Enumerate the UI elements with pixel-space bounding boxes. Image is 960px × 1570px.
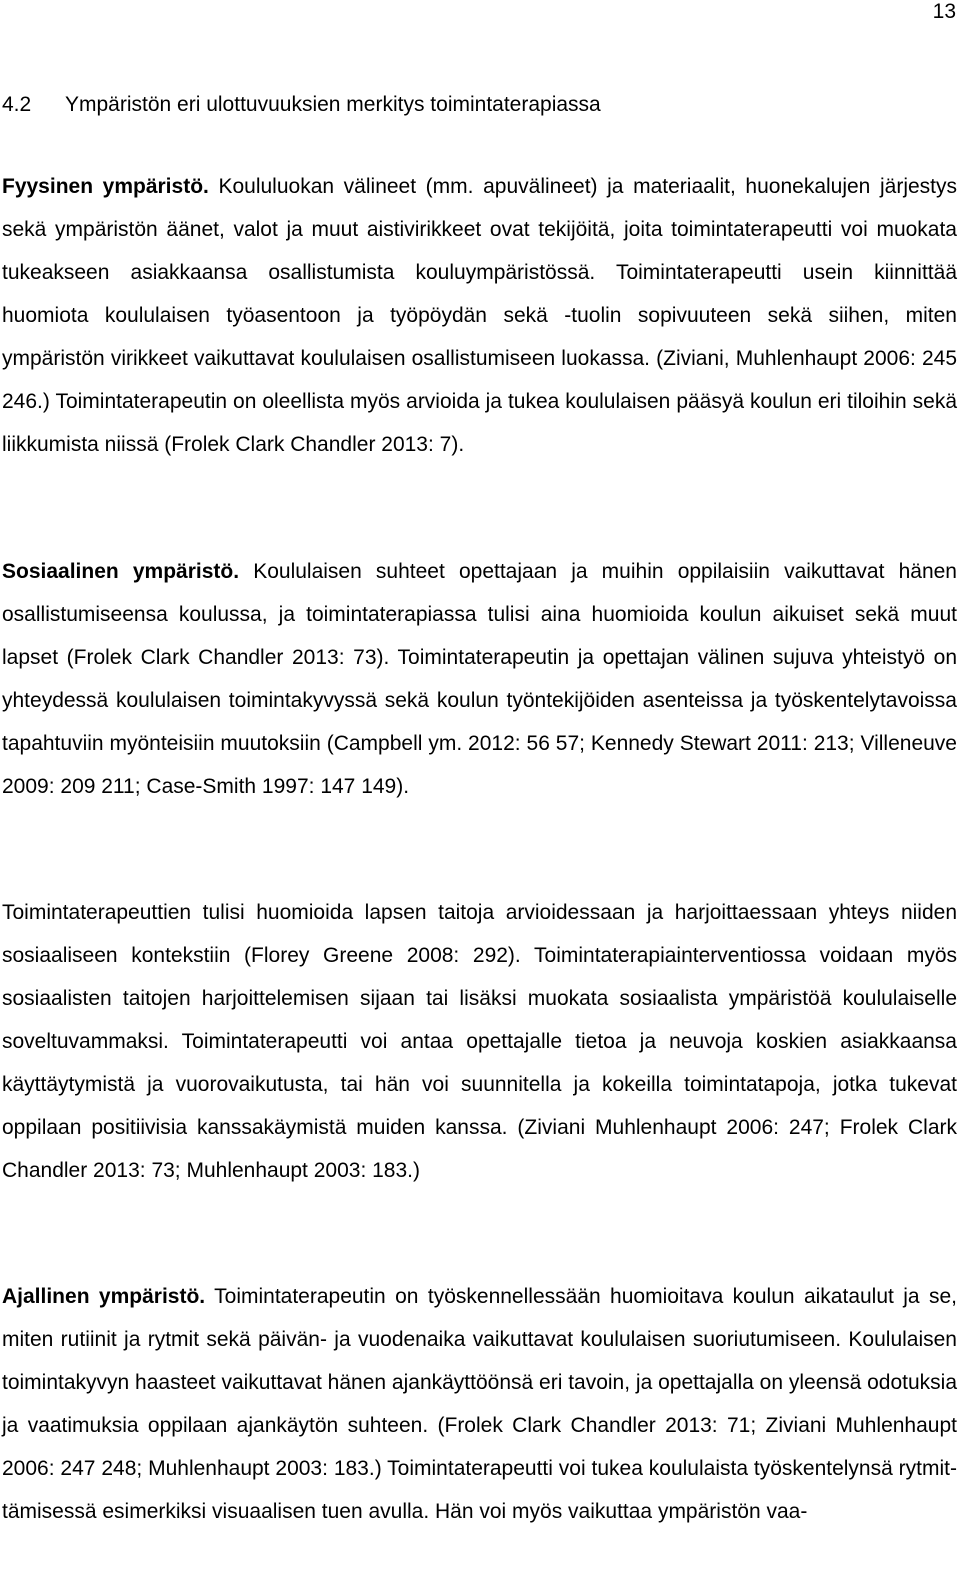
page-number: 13 bbox=[932, 0, 956, 23]
section-heading bbox=[2, 90, 601, 120]
paragraph-heading-temporal: Ajallinen ympäristö. bbox=[2, 1285, 206, 1308]
paragraph-social-environment-continued bbox=[2, 891, 957, 1192]
paragraph-body-social: Koululaisen suhteet opettajaan ja muihin oppilaisiin vaikuttavat hänen osallistumiseensa koulussa, ja toimintaterapiassa tulisi aina huomioida koulun aikuiset sekä muut lapset (Frolek Clark Chandler 2013: 73). Toimintaterapeutin ja opettajan välinen sujuva yhteistyö on yhteydessä koululaisen toimintakyvyssä sekä koulun työntekijöiden asenteissa ja työskentelytavoissa tapahtuviin myönteisiin muutoksiin (Campbell ym. 2012: 56 57; Kennedy Stewart 2011: 213; Villeneuve 2009: 209 211; Case-Smith 1997: 147 149). bbox=[2, 560, 957, 798]
section-title: Ympäristön eri ulottuvuuksien merkitys toimintaterapiassa bbox=[65, 93, 601, 116]
paragraph-body-physical: Koululuokan välineet (mm. apuvälineet) ja materiaalit, huonekalujen järjestys sekä ympäristön äänet, valot ja muut aistivirikkeet ovat tekijöitä, joita toimintaterapeutti voi muokata tukeakseen asiakkaansa osallistumista kouluympäristössä. Toimintaterapeutti usein kiinnittää huomiota koululaisen työasentoon ja työpöydän sekä -tuolin sopivuuteen sekä siihen, miten ympäristön virikkeet vaikuttavat koululaisen osallistumiseen luokassa. (Ziviani, Muhlenhaupt 2006: 245 246.) Toimintaterapeutin on oleellista myös arvioida ja tukea koululaisen pääsyä koulun eri tiloihin sekä liikkumista niissä (Frolek Clark Chandler 2013: 7). bbox=[2, 175, 957, 456]
paragraph-social-environment bbox=[2, 550, 957, 808]
paragraph-temporal-environment bbox=[2, 1275, 957, 1533]
section-number: 4.2 bbox=[2, 93, 32, 116]
paragraph-heading-social: Sosiaalinen ympäristö. bbox=[2, 560, 240, 583]
paragraph-body-temporal: Toimintaterapeutin on työskennellessään huomioitava koulun aikataulut ja se, miten rutiinit ja rytmit sekä päivän- ja vuodenaika vaikuttavat koululaisen suoriutumiseen. Koululaisen toimintakyvyn haasteet vaikuttavat hänen ajankäyttöönsä eri tavoin, ja opettajalla on yleensä odotuksia ja vaatimuksia oppilaan ajankäytön suhteen. (Frolek Clark Chandler 2013: 71; Ziviani Muhlenhaupt 2006: 247 248; Muhlenhaupt 2003: 183.) Toimintaterapeutti voi tukea koululaista työskentelynsä rytmittämisessä esimerkiksi visuaalisen tuen avulla. Hän voi myös vaikuttaa ympäristön vaa- bbox=[2, 1285, 958, 1523]
paragraph-physical-environment bbox=[2, 165, 957, 466]
paragraph-body-social-continued: Toimintaterapeuttien tulisi huomioida lapsen taitoja arvioidessaan ja harjoittaessaan yhteys niiden sosiaaliseen kontekstiin (Florey Greene 2008: 292). Toimintaterapiainterventiossa voidaan myös sosiaalisten taitojen harjoittelemisen sijaan tai lisäksi muokata sosiaalista ympäristöä koululaiselle soveltuvammaksi. Toimintaterapeutti voi antaa opettajalle tietoa ja neuvoja koskien asiakkaansa käyttäytymistä ja vuorovaikutusta, tai hän voi suunnitella ja kokeilla toimintatapoja, jotka tukevat oppilaan positiivisia kanssakäymistä muiden kanssa. (Ziviani Muhlenhaupt 2006: 247; Frolek Clark Chandler 2013: 73; Muhlenhaupt 2003: 183.) bbox=[2, 901, 957, 1182]
paragraph-heading-physical: Fyysinen ympäristö. bbox=[2, 175, 209, 198]
